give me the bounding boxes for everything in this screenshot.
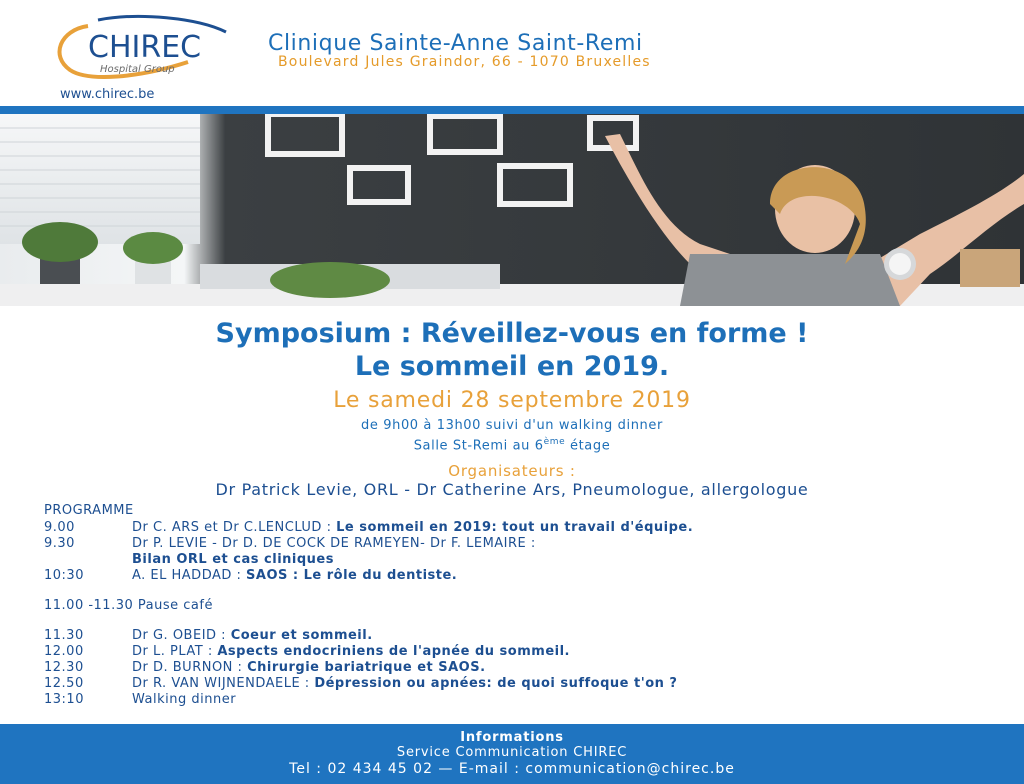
- programme-desc: [132, 536, 536, 551]
- programme-desc: [132, 692, 236, 707]
- programme-desc: [132, 552, 334, 567]
- programme-topic: Coeur et sommeil.: [230, 628, 373, 643]
- programme-topic: Bilan ORL et cas cliniques: [132, 552, 334, 567]
- programme-desc: [132, 568, 457, 583]
- footer-contact[interactable]: Tel : 02 434 45 02 — E-mail : communication@chirec.be: [289, 761, 735, 777]
- logo-subtitle: Hospital Group: [100, 64, 175, 75]
- programme-time: 11.30: [44, 628, 84, 643]
- programme-topic: SAOS : Le rôle du dentiste.: [246, 568, 458, 583]
- header: [0, 0, 1024, 108]
- organisers-names: Dr Patrick Levie, ORL - Dr Catherine Ars, Pneumologue, allergologue: [215, 480, 809, 499]
- programme-time: 12.00: [44, 644, 84, 659]
- programme-speaker: Dr P. LEVIE - Dr D. DE COCK DE RAMEYEN- Dr F. LEMAIRE :: [132, 536, 536, 551]
- programme-title: PROGRAMME: [44, 503, 134, 518]
- programme-speaker: Dr G. OBEID :: [132, 628, 231, 643]
- programme-speaker: Walking dinner: [132, 692, 237, 707]
- event-room: [0, 437, 1024, 453]
- programme-desc: [132, 676, 677, 691]
- programme-time: 9.00: [44, 520, 75, 535]
- hero-photo: [0, 114, 1024, 306]
- programme-speaker: A. EL HADDAD :: [132, 568, 247, 583]
- event-title-line1: Symposium : Réveillez-vous en forme !: [215, 318, 809, 349]
- website-link[interactable]: www.chirec.be: [60, 87, 155, 102]
- programme-topic: Chirurgie bariatrique et SAOS.: [247, 660, 486, 675]
- clinic-address: Boulevard Jules Graindor, 66 - 1070 Bruxelles: [278, 54, 651, 70]
- programme-speaker: Dr R. VAN WIJNENDAELE :: [132, 676, 315, 691]
- room-superscript: ème: [543, 437, 566, 447]
- programme-time: 12.30: [44, 660, 84, 675]
- event-time: de 9h00 à 13h00 suivi d'un walking dinner: [361, 418, 663, 433]
- room-suffix: étage: [565, 438, 611, 454]
- woman-waking-illustration: [0, 114, 1024, 306]
- programme-time: 9.30: [44, 536, 75, 551]
- programme-speaker: Dr D. BURNON :: [132, 660, 248, 675]
- header-divider: [0, 106, 1024, 114]
- clinic-name: Clinique Sainte-Anne Saint-Remi: [268, 31, 643, 56]
- programme-topic: Le sommeil en 2019: tout un travail d'équipe.: [336, 520, 694, 535]
- programme-time: 10:30: [44, 568, 84, 583]
- pause-cafe: 11.00 -11.30 Pause café: [44, 598, 213, 613]
- programme-time: 12.50: [44, 676, 84, 691]
- footer: [0, 724, 1024, 784]
- programme-topic: Dépression ou apnées: de quoi suffoque t'on ?: [314, 676, 678, 691]
- room-prefix: Salle St-Remi au 6: [413, 438, 544, 454]
- programme-time: 13:10: [44, 692, 84, 707]
- programme-speaker: Dr C. ARS et Dr C.LENCLUD :: [132, 520, 337, 535]
- programme-topic: Aspects endocriniens de l'apnée du sommeil.: [217, 644, 570, 659]
- programme-desc: [132, 628, 373, 643]
- programme-desc: [132, 520, 693, 535]
- programme-desc: [132, 644, 570, 659]
- chirec-logo: [48, 12, 238, 90]
- footer-service: Service Communication CHIREC: [396, 745, 628, 760]
- logo-text: CHIREC: [88, 30, 202, 65]
- event-date: Le samedi 28 septembre 2019: [333, 388, 691, 413]
- programme-speaker: Dr L. PLAT :: [132, 644, 218, 659]
- programme-desc: [132, 660, 486, 675]
- organisers-label: Organisateurs :: [448, 462, 576, 480]
- footer-title: Informations: [460, 730, 564, 745]
- event-title-line2: Le sommeil en 2019.: [354, 351, 670, 382]
